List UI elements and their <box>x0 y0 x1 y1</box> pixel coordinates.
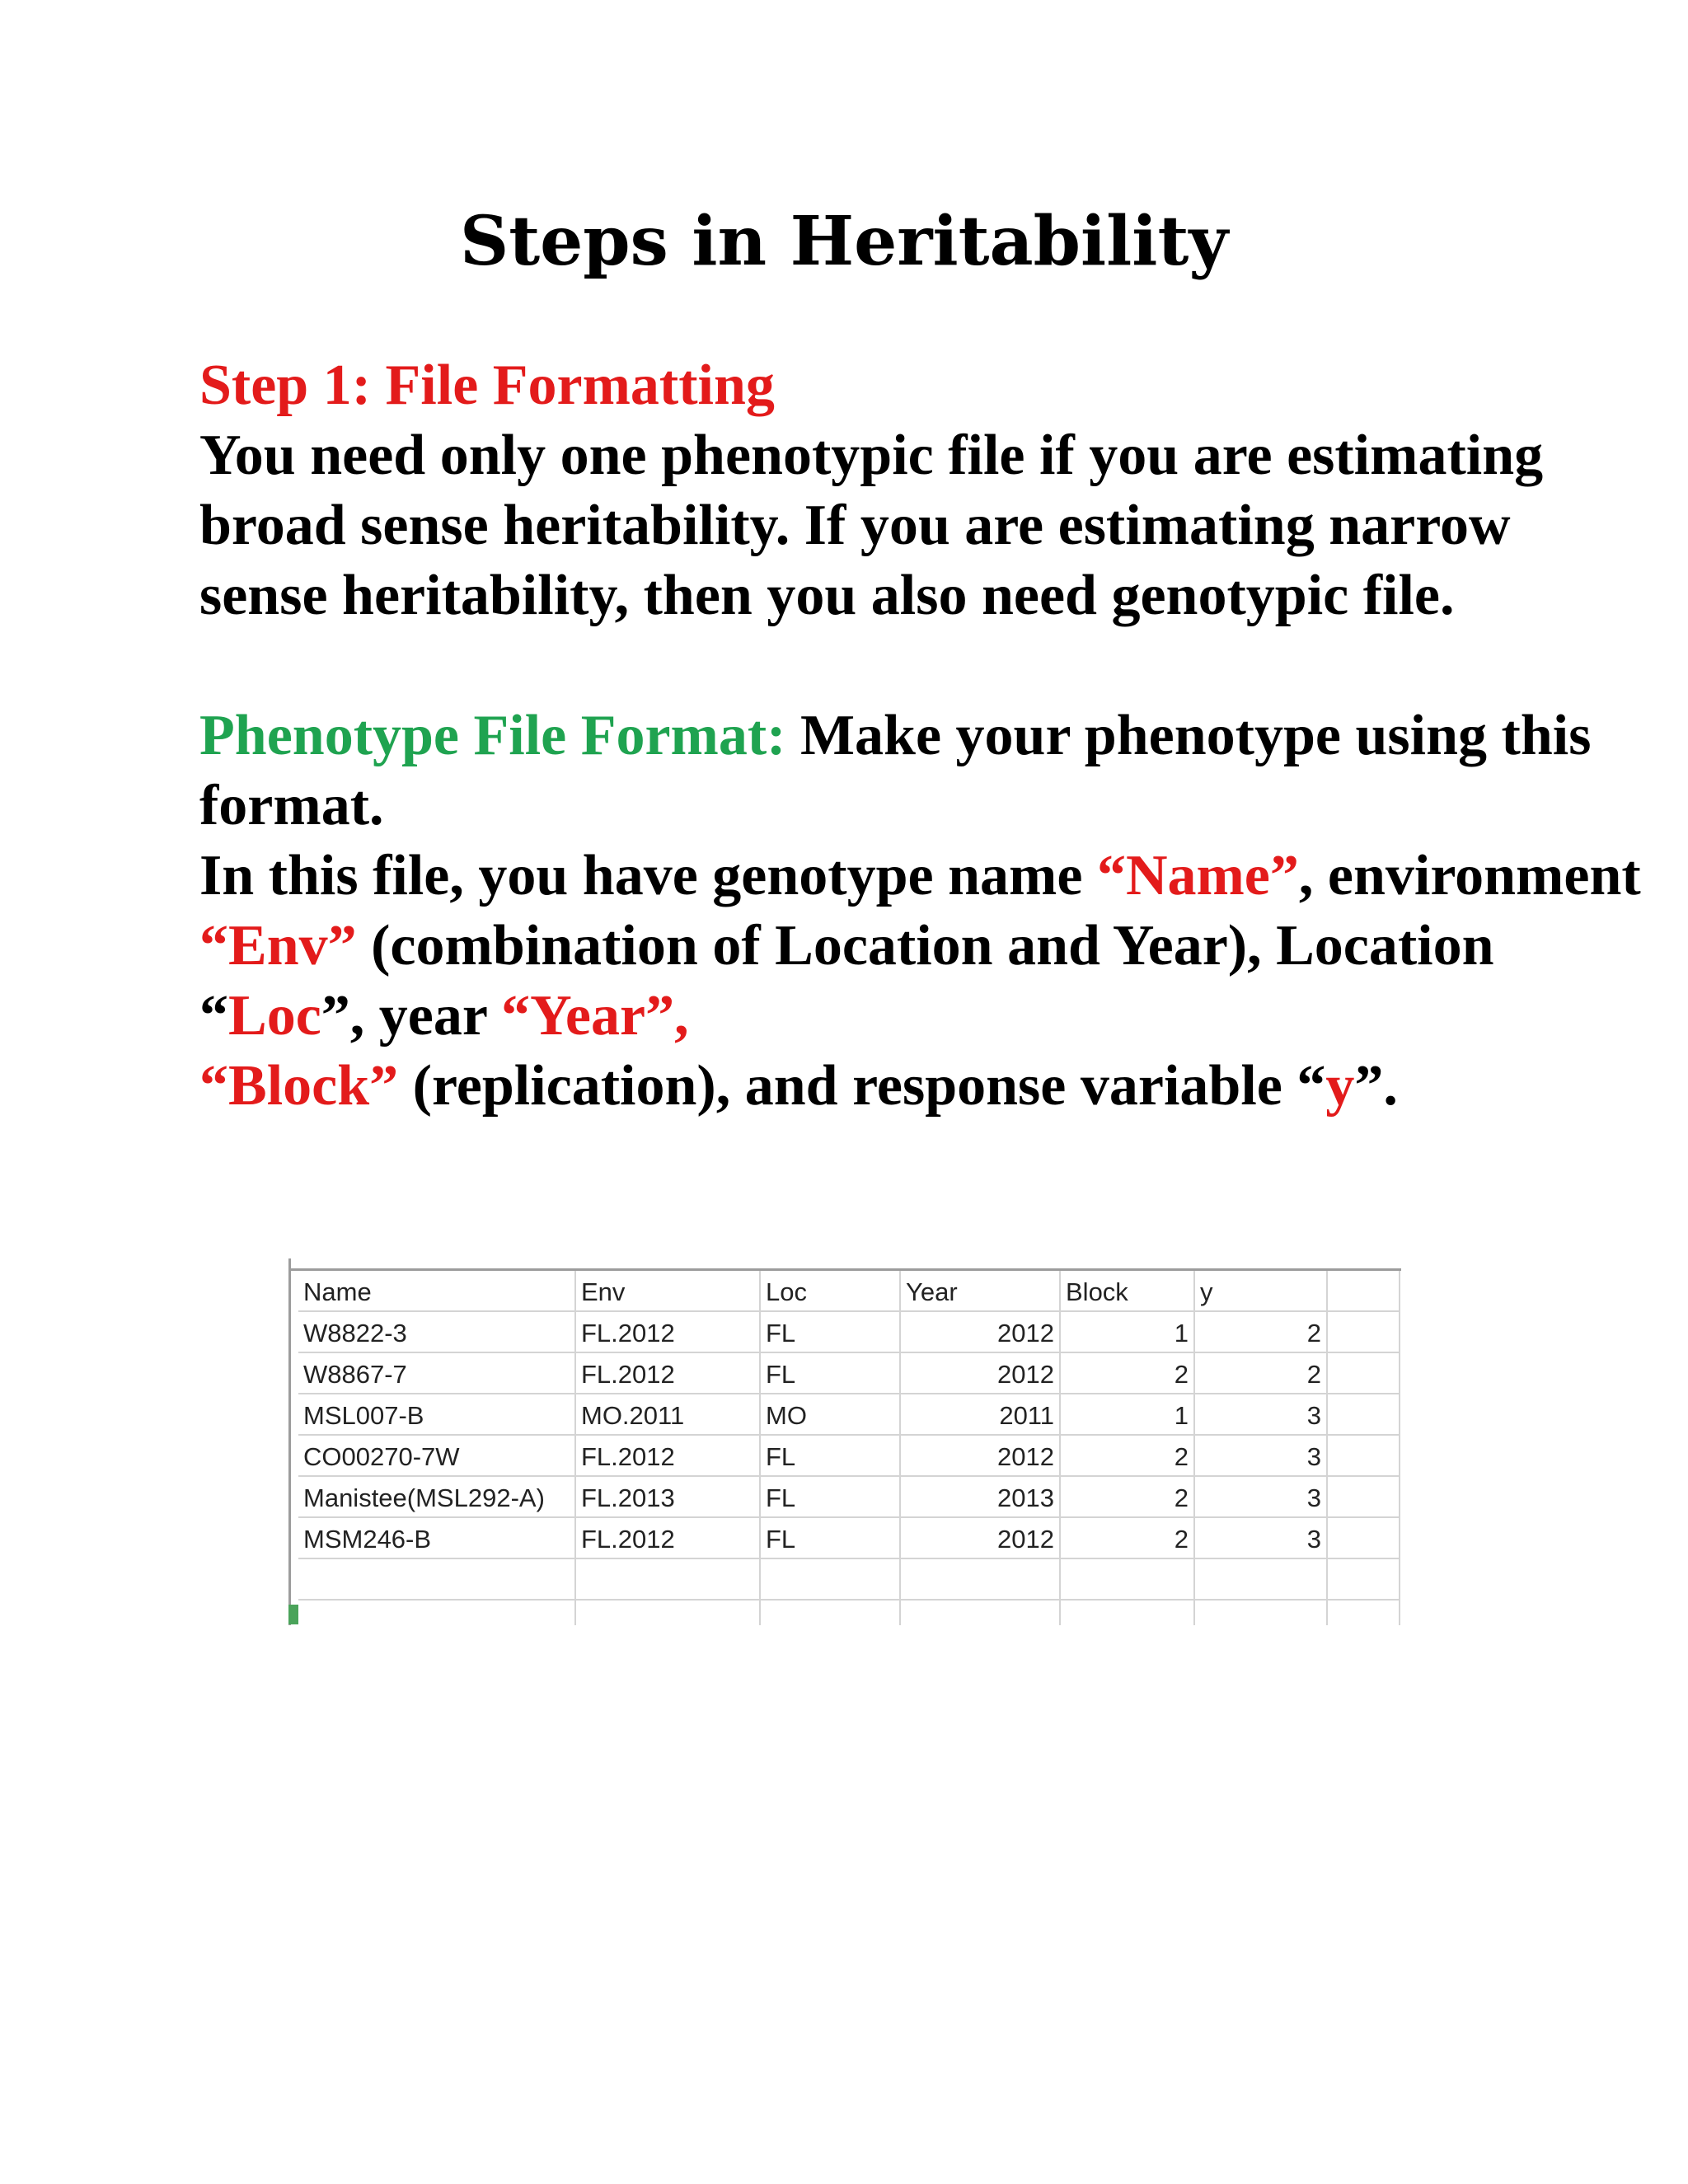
table-row <box>298 1517 1400 1558</box>
cell-loc[interactable]: FL <box>760 1352 900 1394</box>
cell-year[interactable]: 2012 <box>900 1435 1060 1476</box>
step1-text: You need only one phenotypic file if you are estimating broad sense heritability. If you are estimating narrow sense heritability, then you also need genotypic file. <box>199 424 1544 627</box>
phenotype-table <box>298 1271 1400 1625</box>
header-cell[interactable]: Name <box>298 1271 575 1311</box>
p2-env-term: “Env” <box>199 914 357 977</box>
empty-cell[interactable] <box>1194 1558 1327 1600</box>
p2-text-4: ”, year <box>321 984 502 1047</box>
cell-loc[interactable]: MO <box>760 1394 900 1435</box>
cell-year[interactable]: 2013 <box>900 1476 1060 1517</box>
table-header-row <box>298 1271 1400 1311</box>
selection-marker <box>288 1605 298 1624</box>
phenotype-label: Phenotype File Format: <box>199 704 786 767</box>
p2-year-term: “Year”, <box>501 984 689 1047</box>
table-row-empty <box>298 1558 1400 1600</box>
cell-year[interactable]: 2012 <box>900 1352 1060 1394</box>
cell-name[interactable]: MSL007-B <box>298 1394 575 1435</box>
p2-text-3: (combination of Location and Year), Location “ <box>199 914 1494 1047</box>
cell-block[interactable]: 2 <box>1060 1476 1194 1517</box>
table-row <box>298 1352 1400 1394</box>
cell-name[interactable]: CO00270-7W <box>298 1435 575 1476</box>
cell-name[interactable]: W8822-3 <box>298 1311 575 1352</box>
header-cell[interactable]: Year <box>900 1271 1060 1311</box>
page-title: Steps in Heritability <box>460 202 1228 281</box>
table-row <box>298 1476 1400 1517</box>
cell-block[interactable]: 1 <box>1060 1311 1194 1352</box>
p2-text-1: In this file, you have genotype name <box>199 844 1097 907</box>
empty-cell[interactable] <box>1327 1517 1400 1558</box>
cell-y[interactable]: 3 <box>1194 1394 1327 1435</box>
spreadsheet-screenshot <box>288 1258 1401 1625</box>
cell-env[interactable]: FL.2012 <box>575 1352 760 1394</box>
header-cell[interactable]: y <box>1194 1271 1327 1311</box>
table-row <box>298 1394 1400 1435</box>
empty-cell[interactable] <box>298 1558 575 1600</box>
phenotype-paragraph-2 <box>199 841 1650 1121</box>
step1-heading: Step 1: File Formatting <box>199 354 775 417</box>
p2-loc-term: Loc <box>228 984 321 1047</box>
empty-cell[interactable] <box>760 1600 900 1625</box>
phenotype-intro: Make your phenotype using this format. <box>199 704 1592 837</box>
empty-cell[interactable] <box>1060 1600 1194 1625</box>
cell-block[interactable]: 2 <box>1060 1517 1194 1558</box>
empty-cell[interactable] <box>1327 1394 1400 1435</box>
table-row <box>298 1311 1400 1352</box>
p2-text-6: ”. <box>1354 1054 1398 1118</box>
table-row-empty <box>298 1600 1400 1625</box>
cell-year[interactable]: 2012 <box>900 1311 1060 1352</box>
p2-text-2: , environment <box>1298 844 1641 907</box>
cell-loc[interactable]: FL <box>760 1476 900 1517</box>
cell-year[interactable]: 2011 <box>900 1394 1060 1435</box>
spacer <box>199 630 1650 701</box>
empty-cell[interactable] <box>760 1558 900 1600</box>
empty-cell[interactable] <box>1327 1558 1400 1600</box>
cell-block[interactable]: 2 <box>1060 1435 1194 1476</box>
header-cell[interactable]: Block <box>1060 1271 1194 1311</box>
cell-name[interactable]: W8867-7 <box>298 1352 575 1394</box>
empty-cell[interactable] <box>1060 1558 1194 1600</box>
cell-year[interactable]: 2012 <box>900 1517 1060 1558</box>
cell-env[interactable]: FL.2012 <box>575 1311 760 1352</box>
cell-env[interactable]: FL.2012 <box>575 1517 760 1558</box>
header-cell[interactable]: Env <box>575 1271 760 1311</box>
cell-block[interactable]: 2 <box>1060 1352 1194 1394</box>
empty-cell[interactable] <box>1327 1352 1400 1394</box>
phenotype-paragraph-1 <box>199 701 1650 841</box>
header-cell[interactable]: Loc <box>760 1271 900 1311</box>
cell-env[interactable]: MO.2011 <box>575 1394 760 1435</box>
row-header-edge <box>288 1258 291 1625</box>
cell-name[interactable]: MSM246-B <box>298 1517 575 1558</box>
cell-loc[interactable]: FL <box>760 1311 900 1352</box>
cell-y[interactable]: 2 <box>1194 1311 1327 1352</box>
cell-y[interactable]: 3 <box>1194 1517 1327 1558</box>
content <box>199 350 1650 1121</box>
cell-loc[interactable]: FL <box>760 1517 900 1558</box>
p2-block-term: “Block” <box>199 1054 399 1118</box>
empty-cell[interactable] <box>1327 1600 1400 1625</box>
empty-cell[interactable] <box>1327 1476 1400 1517</box>
empty-cell[interactable] <box>900 1600 1060 1625</box>
cell-y[interactable]: 3 <box>1194 1435 1327 1476</box>
empty-cell[interactable] <box>900 1558 1060 1600</box>
cell-name[interactable]: Manistee(MSL292-A) <box>298 1476 575 1517</box>
cell-y[interactable]: 2 <box>1194 1352 1327 1394</box>
cell-env[interactable]: FL.2013 <box>575 1476 760 1517</box>
cell-loc[interactable]: FL <box>760 1435 900 1476</box>
column-header-strip <box>288 1258 1401 1271</box>
p2-y-term: y <box>1325 1054 1355 1118</box>
empty-cell[interactable] <box>575 1558 760 1600</box>
cell-block[interactable]: 1 <box>1060 1394 1194 1435</box>
empty-cell[interactable] <box>1194 1600 1327 1625</box>
cell-y[interactable]: 3 <box>1194 1476 1327 1517</box>
empty-cell[interactable] <box>298 1600 575 1625</box>
p2-name-term: “Name” <box>1096 844 1299 907</box>
empty-cell[interactable] <box>1327 1271 1400 1311</box>
table-row <box>298 1435 1400 1476</box>
empty-cell[interactable] <box>1327 1435 1400 1476</box>
empty-cell[interactable] <box>575 1600 760 1625</box>
cell-env[interactable]: FL.2012 <box>575 1435 760 1476</box>
p2-text-5: (replication), and response variable “ <box>398 1054 1326 1118</box>
empty-cell[interactable] <box>1327 1311 1400 1352</box>
